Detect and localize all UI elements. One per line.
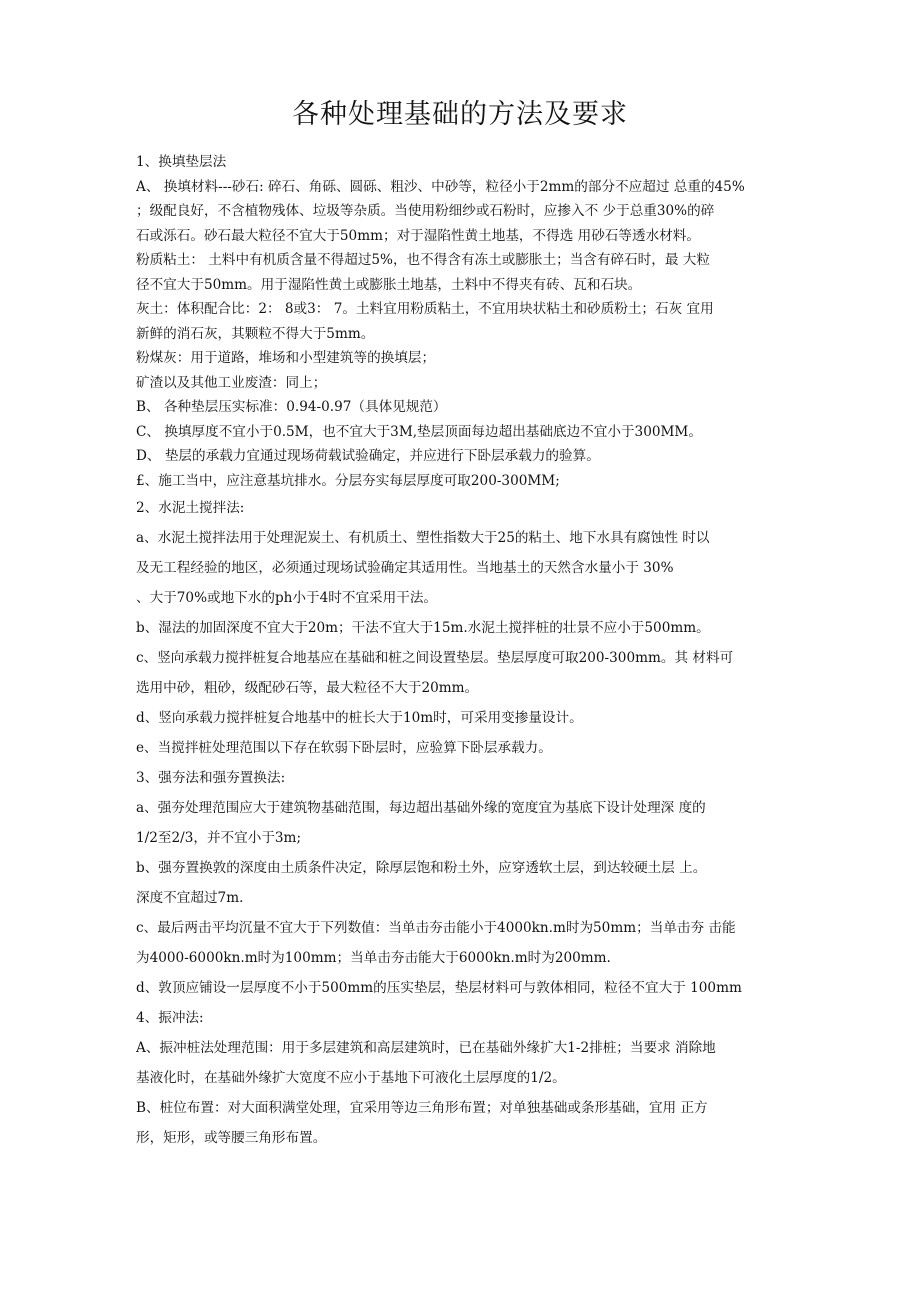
text-line: £、施工当中，应注意基坑排水。分层夯实每层厚度可取200-300MM; [136,472,560,489]
text-line: B、 各种垫层压实标准：0.94-0.97（具体见规范） [136,399,447,415]
text-line: e、当搅拌桩处理范围以下存在软弱下卧层时，应验算下卧层承载力。 [136,740,552,756]
section-heading-2: 2、水泥土搅拌法: [136,500,245,516]
text-line: 新鲜的消石灰，其颗粒不得大于5mm。 [136,325,375,342]
text-line: B、桩位布置：对大面积满堂处理，宜采用等边三角形布置；对单独基础或条形基础，宜用 正方 [136,1100,708,1116]
text-line: b、强夯置换敦的深度由土质条件决定，除厚层饱和粉土外，应穿透软土层，到达较硬土层 上。 [136,860,707,876]
text-line: c、最后两击平均沉量不宜大于下列数值：当单击夯击能小于4000kn.m时为50mm；当单击夯 击能 [136,920,736,936]
text-line: 径不宜大于50mm。用于湿陷性黄土或膨胀土地基，土料中不得夹有砖、瓦和石块。 [136,276,642,293]
text-line: C、 换填厚度不宜小于0.5M，也不宜大于3M,垫层顶面每边超出基础底边不宜小于300MM。 [136,423,702,440]
text-line: 选用中砂，粗砂，级配砂石等，最大粒径不大于20mm。 [136,680,479,696]
text-line: A、振冲桩法处理范围：用于多层建筑和高层建筑时，已在基础外缘扩大1-2排桩；当要求 消除地 [136,1040,716,1056]
text-line: 基液化时，在基础外缘扩大宽度不应小于基地下可液化土层厚度的1/2。 [136,1070,566,1086]
text-line: 、大于70%或地下水的ph小于4时不宜采用干法。 [136,590,438,606]
text-line: 深度不宜超过7m. [136,890,244,906]
text-line: 粉质粘土： 土料中有机质含量不得超过5%，也不得含有冻土或膨胀土；当含有碎石时，最 大粒 [136,252,710,268]
section-heading-4: 4、振冲法: [136,1010,204,1026]
text-line: d、竖向承载力搅拌桩复合地基中的桩长大于10m时，可采用变掺量设计。 [136,710,583,726]
text-line: 1/2至2/3，并不宜小于3m; [136,830,302,846]
text-line: A、 换填材料---砂石: 碎石、角砾、圆砾、粗沙、中砂等，粒径小于2mm的部分不应超过 总重的45% [136,178,745,195]
text-line: a、水泥土搅拌法用于处理泥炭土、有机质土、塑性指数大于25的粘土、地下水具有腐蚀性 时以 [136,530,710,546]
text-line: 石或泺石。砂石最大粒径不宜大于50mm；对于湿陷性黄土地基，不得选 用砂石等透水材料。 [136,227,700,244]
section-heading-3: 3、强夯法和强夯置换法: [136,770,286,786]
text-line: a、强夯处理范围应大于建筑物基础范围，每边超出基础外缘的宽度宜为基底下设计处理深 度的 [136,800,706,816]
text-line: 矿渣以及其他工业废渣：同上； [136,374,327,391]
page-title: 各种处理基础的方法及要求 [292,99,628,130]
section-heading-1: 1、换填垫层法 [136,154,227,170]
text-line: 灰土：体积配合比：2： 8或3： 7。土料宜用粉质粘土，不宜用块状粘土和砂质粉土；石灰 宜用 [136,301,714,317]
text-line: c、竖向承载力搅拌桩复合地基应在基础和桩之间设置垫层。垫层厚度可取200-300mm。其 材料可 [136,650,734,666]
text-line: 为4000-6000kn.m时为100mm；当单击夯击能大于6000kn.m时为200mm. [136,950,611,966]
text-line: d、敦顶应铺设一层厚度不小于500mm的压实垫层，垫层材料可与敦体相同，粒径不宜大于 100mm [136,980,742,996]
text-line: ；级配良好，不含植物残体、垃圾等杂质。当使用粉细纱或石粉时，应掺入不 少于总重30%的碎 [136,203,715,219]
text-line: b、湿法的加固深度不宜大于20m；干法不宜大于15m.水泥土搅拌桩的壮景不应小于500mm。 [136,620,710,636]
text-line: 粉煤灰：用于道路，堆场和小型建筑等的换填层； [136,350,436,366]
text-line: 形，矩形，或等腰三角形布置。 [136,1130,327,1146]
text-line: D、 垫层的承载力宜通过现场荷载试验确定，并应进行下卧层承载力的验算。 [136,448,600,464]
text-line: 及无工程经验的地区，必须通过现场试验确定其适用性。当地基土的天然含水量小于 30% [136,560,674,576]
document-body [136,150,796,1153]
